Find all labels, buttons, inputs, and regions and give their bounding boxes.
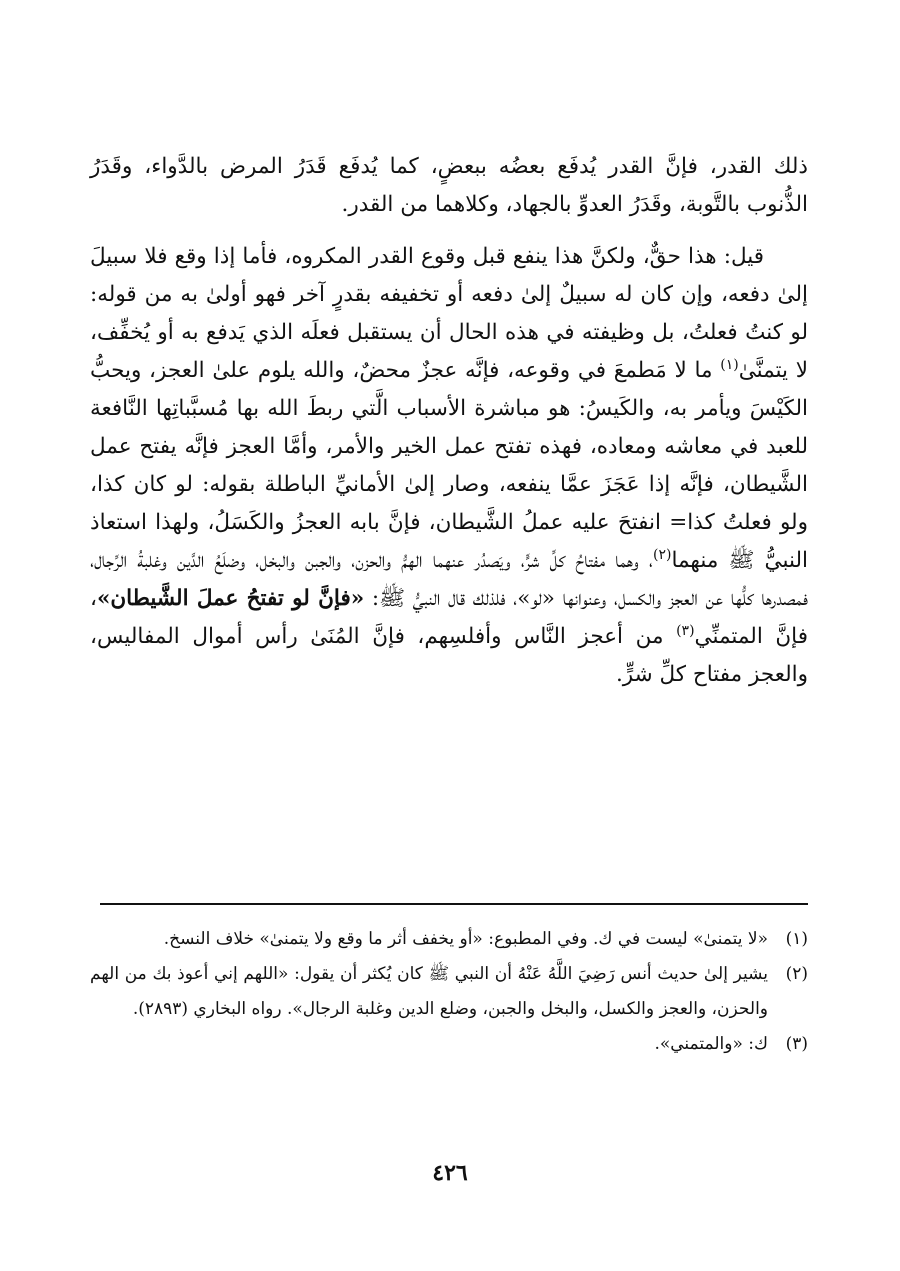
- paragraph-2-part-b: ما لا مَطمعَ في وقوعه، فإنَّه عجزٌ محضٌ، والله يلوم علىٰ العجز، ويحبُّ الكَيْسَ ويأمر به، والكَيسُ: هو مباشرة الأسباب الَّتي ربطَ الله بها مُسبَّباتِها النَّافعة للعبد في معاشه ومعاده، فهذه تفتح عمل الخير والأمر، وأمَّا العجز فإنَّه يفتح عمل الشَّيطان، فإنَّه إذا عَجَزَ عمَّا ينفعه، وصار إلىٰ الأمانيِّ الباطلة بقوله: لو كان كذا، ولو فعلتُ كذا= انفتحَ عليه عملُ الشَّيطان، فإنَّ بابه العجزُ والكَسَلُ، ولهذا استعاذ النبيُّ ﷺ منهما: [90, 358, 808, 573]
- footnote-ref-2[interactable]: (٢): [652, 546, 672, 563]
- footnote-text: يشير إلىٰ حديث أنس رَضِيَ اللَّهُ عَنْهُ أن النبي ﷺ كان يُكثر أن يقول: «اللهم إني أعوذ بك من الهم والحزن، والعجز والكسل، والبخل والجبن، وضلع الدين وغلبة الرجال». رواه البخاري (٢٨٩٣).: [90, 964, 768, 1019]
- footnote-number: (٣): [785, 1034, 808, 1054]
- footnote-ref-1[interactable]: (١): [720, 356, 739, 373]
- paragraph-1: ذلك القدر، فإنَّ القدر يُدفَع بعضُه ببعضٍ، كما يُدفَع قَدَرُ المرض بالدَّواء، وقَدَرُ الذُّنوب بالتَّوبة، وقَدَرُ العدوِّ بالجهاد، وكلاهما من القدر.: [90, 154, 808, 217]
- paragraph-2-part-a: قيل: هذا حقٌّ، ولكنَّ هذا ينفع قبل وقوع القدر المكروه، فأما إذا وقع فلا سبيلَ إلىٰ دفعه، وإن كان له سبيلٌ إلىٰ دفعه أو تخفيفه بقدرٍ آخر فهو أولىٰ به من قوله: لو كنتُ فعلتُ، بل وظيفته في هذه الحال أن يستقبل فعلَه الذي يَدفع به أو يُخفِّف، لا يتمنَّىٰ: [90, 244, 808, 383]
- paragraph-2: [90, 238, 808, 694]
- footnote-number: (٢): [785, 964, 808, 984]
- footnote-1: [90, 922, 808, 957]
- footnote-3: [90, 1027, 808, 1062]
- paragraph-2-part-e: من أعجز النَّاس وأفلسِهم، فإنَّ المُنَىٰ رأس أموال المفاليس، والعجز مفتاح كلِّ شرٍّ.: [90, 624, 808, 687]
- footnote-number: (١): [785, 929, 808, 949]
- footnote-text: ك: «والمتمني».: [654, 1034, 768, 1054]
- footnotes: [90, 922, 808, 1062]
- main-text: [90, 148, 808, 708]
- footnote-2: [90, 957, 808, 1027]
- page-number: ٤٢٦: [432, 1160, 468, 1186]
- footnote-divider: [100, 903, 808, 905]
- footnote-ref-3[interactable]: (٣): [676, 622, 695, 639]
- footnote-text: «لا يتمنىٰ» ليست في ك. وفي المطبوع: «أو يخفف أثر ما وقع ولا يتمنىٰ» خلاف النسخ.: [163, 929, 768, 949]
- paragraph-2-part-c: ، وهما مفتاحُ كلِّ شرٍّ، ويَصدُر عنهما الهمُّ والحزن، والجبن والبخل، وضلَعُ الدَّين وغلبةُ الرِّجال، فمصدرها كلُّها عن العجز والكسل، وعنوانها «لو»، فلذلك قال النبيُّ ﷺ:: [90, 548, 809, 611]
- paragraph-2-part-d: ، فإنَّ المتمنِّي: [90, 586, 809, 649]
- hadith-quote: «فإنَّ لو تفتحُ عملَ الشَّيطان»: [96, 586, 365, 611]
